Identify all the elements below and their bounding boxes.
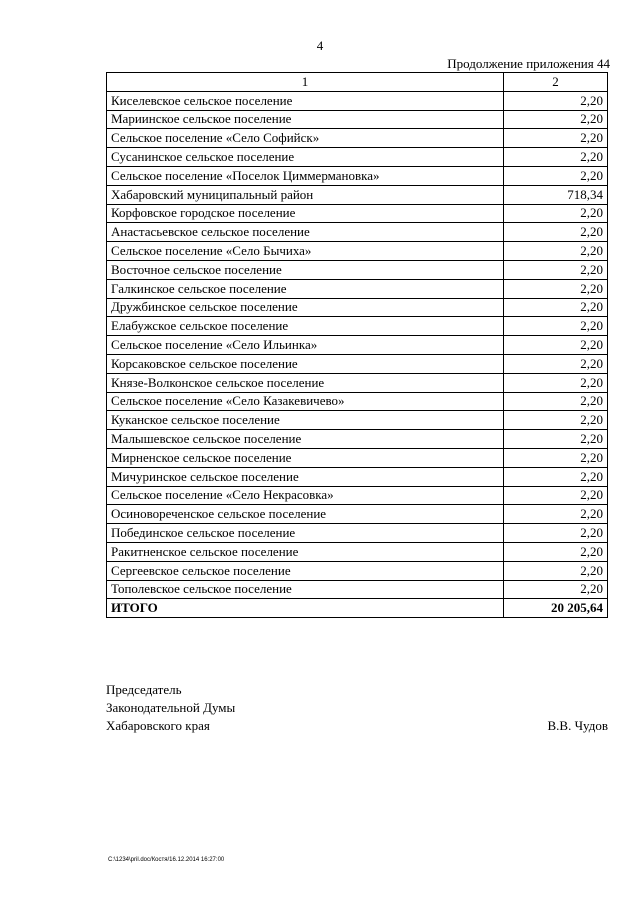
- amount-cell: 718,34: [504, 185, 608, 204]
- settlement-name-cell: Куканское сельское поселение: [107, 411, 504, 430]
- settlement-name-cell: Сельское поселение «Село Некрасовка»: [107, 486, 504, 505]
- amount-cell: 2,20: [504, 373, 608, 392]
- amount-cell: 2,20: [504, 354, 608, 373]
- table-row: [107, 430, 608, 449]
- table-row: [107, 392, 608, 411]
- table-row: [107, 298, 608, 317]
- amount-cell: 2,20: [504, 524, 608, 543]
- table-row: [107, 129, 608, 148]
- settlement-name-cell: Князе-Волконское сельское поселение: [107, 373, 504, 392]
- amount-cell: 2,20: [504, 317, 608, 336]
- settlement-name-cell: Киселевское сельское поселение: [107, 91, 504, 110]
- amount-cell: 2,20: [504, 505, 608, 524]
- amount-cell: 2,20: [504, 129, 608, 148]
- signature-title-line: Председатель: [106, 682, 182, 697]
- footer-file-path: C:\1234\pril.doc/Костя/16.12.2014 16:27:00: [108, 857, 225, 863]
- table-row: [107, 561, 608, 580]
- table-row: [107, 242, 608, 261]
- table-total-row: [107, 599, 608, 618]
- settlement-name-cell: Восточное сельское поселение: [107, 260, 504, 279]
- amount-cell: 2,20: [504, 486, 608, 505]
- table-row: [107, 354, 608, 373]
- total-label-cell: ИТОГО: [107, 599, 504, 618]
- table-row: [107, 467, 608, 486]
- amount-cell: 2,20: [504, 91, 608, 110]
- settlement-name-cell: Побединское сельское поселение: [107, 524, 504, 543]
- table-header-row: [107, 73, 608, 92]
- settlement-name-cell: Мирненское сельское поселение: [107, 448, 504, 467]
- settlement-name-cell: Сельское поселение «Село Ильинка»: [107, 336, 504, 355]
- settlement-name-cell: Корфовское городское поселение: [107, 204, 504, 223]
- signature-block: [106, 681, 235, 735]
- table-row: [107, 580, 608, 599]
- table-row: [107, 185, 608, 204]
- settlement-name-cell: Осиновореченское сельское поселение: [107, 505, 504, 524]
- settlement-name-cell: Ракитненское сельское поселение: [107, 542, 504, 561]
- settlement-name-cell: Хабаровский муниципальный район: [107, 185, 504, 204]
- amount-cell: 2,20: [504, 448, 608, 467]
- settlement-name-cell: Малышевское сельское поселение: [107, 430, 504, 449]
- settlement-name-cell: Тополевское сельское поселение: [107, 580, 504, 599]
- amount-cell: 2,20: [504, 166, 608, 185]
- column-header: 1: [107, 73, 504, 92]
- table-row: [107, 317, 608, 336]
- table-row: [107, 524, 608, 543]
- table-row: [107, 260, 608, 279]
- amount-cell: 2,20: [504, 336, 608, 355]
- settlement-name-cell: Сельское поселение «Село Бычиха»: [107, 242, 504, 261]
- amount-cell: 2,20: [504, 542, 608, 561]
- settlement-name-cell: Елабужское сельское поселение: [107, 317, 504, 336]
- amount-cell: 2,20: [504, 223, 608, 242]
- settlement-name-cell: Сельское поселение «Поселок Циммермановка»: [107, 166, 504, 185]
- signature-title-line: Законодательной Думы: [106, 700, 236, 715]
- settlement-name-cell: Галкинское сельское поселение: [107, 279, 504, 298]
- table-row: [107, 223, 608, 242]
- settlement-name-cell: Корсаковское сельское поселение: [107, 354, 504, 373]
- table-row: [107, 411, 608, 430]
- signature-title-line: Хабаровского края: [106, 718, 210, 733]
- column-header: 2: [504, 73, 608, 92]
- settlement-name-cell: Сельское поселение «Село Софийск»: [107, 129, 504, 148]
- amount-cell: 2,20: [504, 260, 608, 279]
- table-row: [107, 204, 608, 223]
- signer-name: В.В. Чудов: [547, 718, 608, 733]
- data-table: [106, 72, 608, 618]
- amount-cell: 2,20: [504, 204, 608, 223]
- amount-cell: 2,20: [504, 148, 608, 167]
- table-row: [107, 279, 608, 298]
- amount-cell: 2,20: [504, 561, 608, 580]
- settlement-name-cell: Мичуринское сельское поселение: [107, 467, 504, 486]
- amount-cell: 2,20: [504, 580, 608, 599]
- continuation-label: Продолжение приложения 44: [447, 56, 610, 71]
- table-row: [107, 486, 608, 505]
- table-row: [107, 542, 608, 561]
- settlement-name-cell: Мариинское сельское поселение: [107, 110, 504, 129]
- amount-cell: 2,20: [504, 392, 608, 411]
- amount-cell: 2,20: [504, 411, 608, 430]
- table-row: [107, 505, 608, 524]
- amount-cell: 2,20: [504, 430, 608, 449]
- settlement-name-cell: Анастасьевское сельское поселение: [107, 223, 504, 242]
- settlement-name-cell: Сельское поселение «Село Казакевичево»: [107, 392, 504, 411]
- table-row: [107, 166, 608, 185]
- amount-cell: 2,20: [504, 467, 608, 486]
- table-row: [107, 336, 608, 355]
- page-number: 4: [316, 38, 324, 53]
- table-row: [107, 448, 608, 467]
- total-amount-cell: 20 205,64: [504, 599, 608, 618]
- table-row: [107, 148, 608, 167]
- table-row: [107, 110, 608, 129]
- amount-cell: 2,20: [504, 242, 608, 261]
- table-row: [107, 373, 608, 392]
- settlement-name-cell: Сусанинское сельское поселение: [107, 148, 504, 167]
- settlement-name-cell: Сергеевское сельское поселение: [107, 561, 504, 580]
- table-row: [107, 91, 608, 110]
- amount-cell: 2,20: [504, 279, 608, 298]
- amount-cell: 2,20: [504, 298, 608, 317]
- amount-cell: 2,20: [504, 110, 608, 129]
- settlement-name-cell: Дружбинское сельское поселение: [107, 298, 504, 317]
